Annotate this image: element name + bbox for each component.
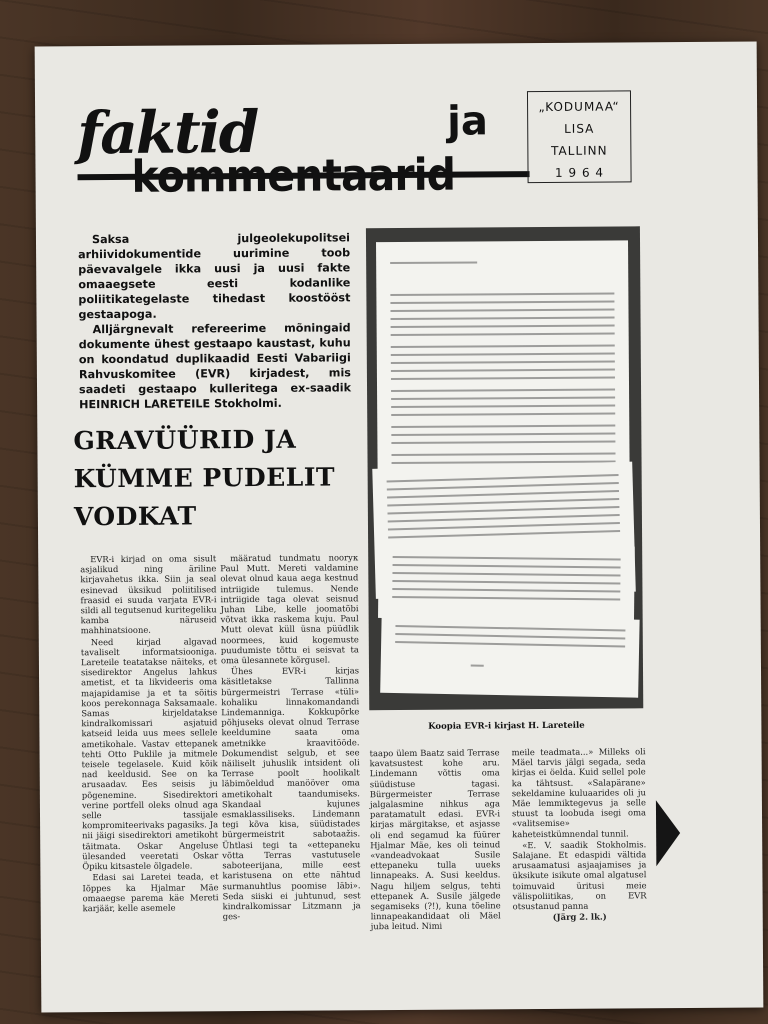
intro-paragraph-2: Alljärgnevalt refereerime mõningaid dokumente ühest gestaapo kaustast, kuhu on koondatud duplikaadid Eesti Vabariigi Rahvuskomitee (EVR) kirjadest, mis saadeti gestaapo kulleritega ex-saadik HEINRICH LARETEILE Stokholmi.: [78, 321, 352, 412]
letter-sheet-image: [380, 615, 639, 698]
document-photo: [366, 226, 643, 710]
article-paragraph: Ühes EVR-i kirjas käsitletakse Tallinna bürgermeistri Terrase «tüli» kohaliku linnakomandandi Lindemanniga. Kokkupõrke põhjuseks olevat olnud Terrase keeldumine saata oma ametnikke kraavitööde. Dokumendist selgub, et see näiliselt juhuslik intsident oli Terrase poolt hoolikalt läbimõeldud manööver oma ametikohalt taandumiseks. Skandaal kujunes esmaklassiliseks. Lindemann tegi kõva kisa, süüdistades bürgermeistrit sabotaažis. Ühtlasi tegi ta «ettepaneku võtta Terras vastutusele saboteerijana, mille eest karistusena on ette nähtud surmanuhtlus poomise läbi». Seda siiski ei juhtunud, sest kindralkomissar Litzmann ja ges-: [221, 665, 361, 922]
supplement-line-year: 1 9 6 4: [554, 165, 605, 180]
article-paragraph: «E. V. saadik Stokholmis. Salajane. Et edaspidi vältida arusaamatusi asjaajamises ja üksikute isikute omal algatusel toimuvaid üritusi meie välispoliitikas, on EVR otsustanud panna: [512, 839, 647, 912]
masthead-title-kommentaarid: kommentaarid: [131, 149, 456, 203]
headline-line-2: KÜMME PUDELIT: [73, 462, 336, 494]
article-column-3: [370, 747, 501, 933]
newspaper-page: [35, 41, 764, 1012]
article-column-2: [220, 552, 361, 922]
continued-note: (Järg 2. lk.): [552, 911, 607, 923]
supplement-line-kodumaa: „KODUMAA“: [538, 99, 620, 115]
arrow-right-icon: [656, 800, 680, 866]
supplement-line-tallinn: TALLINN: [551, 143, 608, 158]
intro-lead: [78, 230, 351, 412]
article-paragraph: meile teadmata...» Milleks oli Mäel tarvis jälgi segada, seda kirjas ei öelda. Kuid sellel pole ka tähtsust. «Salapärane» sekeldamine kuluaarides oli ju Mäe lemmiktegevus ja selle stuust ta loobuda isegi oma «valitsemise» kaheteistkümnendal tunnil.: [511, 746, 647, 839]
masthead: [77, 93, 530, 206]
article-column-1: [80, 553, 219, 914]
intro-paragraph-1: Saksa julgeolekupolitsei arhiividokumentide uurimine toob päevavalgele ikka uusi ja uusi fakte omaaegsete eesti kodanlike poliitikategelaste tihedast koostööst gestaapoga.: [78, 231, 351, 322]
article-paragraph: Need kirjad algavad tavaliselt informatsiooniga. Lareteile teatatakse näiteks, et sisedirektor Angelus lahkus ametist, et ta likvideeris oma majapidamise ja et ta sõitis koos perekonnaga Saksamaale. Samas kirjeldatakse kindralkomissari asjatuid katseid leida uus mees sellele ametikohale. Vastav ettepanek tehti Otto Puklile ja mitmele teisele tegelasele. Kuid kõik nad keeldusid. See on ka arusaadav. Ees seisis ju põgenemine. Sisedirektori verine portfell oleks olnud aga selle tassijale kompromiteerivaks pagasiks. Ja nii jäigi sisedirektori ametikoht täitmata. Oskar Angeluse ülesanded veeretati Oskar Öpiku kitsastele õlgadele.: [80, 635, 219, 872]
headline-line-1: GRAVÜÜRID JA: [73, 424, 297, 456]
article-paragraph: määratud tundmatu noorук Paul Mutt. Mereti valdamine olevat olnud kaua aega kestnud intriigide tulemus. Nende intriigide taga olevat seisnud Juhan Libe, kelle joomatõbi võtvat ikka raskema kuju. Paul Mutt olevat küll üsna püüdlik noormees, kuid kogemuste puudumiste tõttu ei seisvat ta oma ülesannete kõrgusel.: [220, 552, 359, 666]
masthead-title-faktid: faktid: [77, 97, 258, 168]
masthead-title-ja: ja: [447, 98, 489, 145]
article-headline: [73, 420, 374, 536]
supplement-box: [527, 90, 632, 183]
article-paragraph: Edasi sai Laretei teada, et Iõppes ka Hjalmar Mäe omaaegse parema käe Mereti karjäär, kelle asemele: [82, 871, 219, 914]
letter-sheet-image: [376, 240, 630, 478]
article-paragraph: taapo ülem Baatz said Terrase kavatsustest kohe aru. Lindemann võttis oma süüdistuse tagasi. Bürgermeister Terrase jalgalasmine nihkus aga paratamatult edasi. EVR-i kirjas märgitakse, et asjasse oli end segamud ka füürer Hjalmar Mäe, kes oli teinud «vandeadvokaat Susile ettepaneku tulla uueks linnapeaks. A. Susi keeldus. Nagu hiljem selgus, tehti ettepanek A. Susile jälgede segamiseks (?!), kuna tõeline linnapeakandidaat oli Mäel juba leitud. Nimi: [369, 747, 501, 932]
article-paragraph: EVR-i kirjad on oma sisult asjalikud ning äriline kirjavahetus ikka. Siin ja seal esinevad üksikud poliitilised fraasid ei suuda varjata EVR-i sildi all tegutsenud kuritegeliku kamba näruseid mahhinatsioone.: [80, 553, 217, 636]
headline-line-3: VODKAT: [73, 501, 197, 532]
photo-caption: Koopia EVR-i kirjast H. Lareteile: [428, 720, 585, 732]
letter-sheet-image: [378, 544, 635, 621]
supplement-line-lisa: LISA: [564, 121, 595, 136]
article-column-4: [512, 746, 647, 922]
